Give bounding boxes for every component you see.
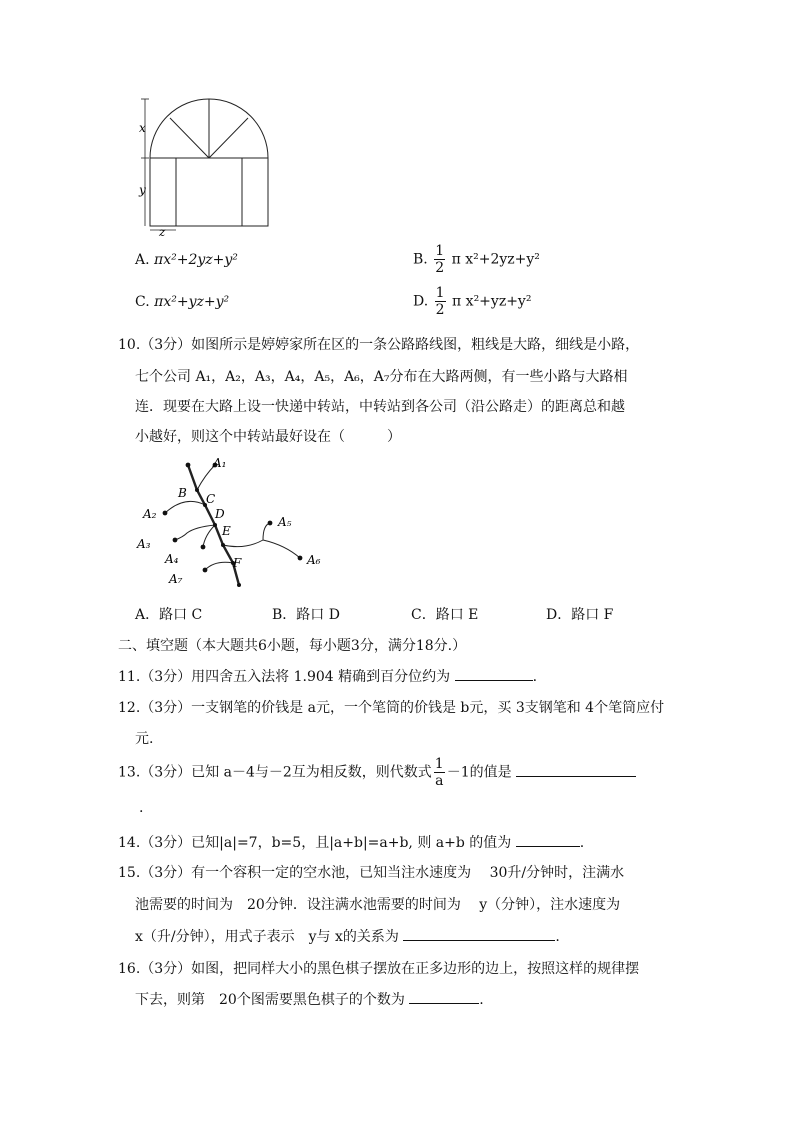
- q14: 14.（3分）已知|a|=7，b=5，且|a+b|=a+b, 则 a+b 的值为 .: [118, 835, 585, 851]
- section-heading: 二、填空题（本大题共6小题，每小题3分，满分18分.）: [118, 638, 467, 654]
- q12-line1: 12.（3分）一支钢笔的价钱是 a元，一个笔筒的价钱是 b元，买 3支钢笔和 4个笔筒应付: [118, 700, 665, 716]
- q13: 13.（3分）已知 a－4与－2互为相反数，则代数式 $\frac{1}{a}$ －1的值是: [118, 757, 636, 788]
- label-d: D: [215, 507, 225, 521]
- q11: 11.（3分）用四舍五入法将 1.904 精确到百分位约为 .: [118, 669, 538, 685]
- rectangle-part: [150, 158, 268, 226]
- label-c: C: [206, 492, 216, 506]
- label-y: y: [139, 183, 146, 197]
- label-a2: A₂: [143, 507, 157, 521]
- label-a5: A₅: [278, 515, 292, 529]
- q10-option-a: A．路口 C: [135, 607, 203, 623]
- label-a4: A₄: [165, 552, 179, 566]
- label-x: x: [139, 121, 146, 135]
- label-e: E: [222, 524, 231, 538]
- label-a7: A₇: [169, 572, 183, 586]
- label-b: B: [178, 486, 187, 500]
- q10-line1: 10.（3分）如图所示是婷婷家所在区的一条公路路线图，粗线是大路，细线是小路，: [118, 337, 640, 353]
- label-a3: A₃: [137, 537, 151, 551]
- q16-line2: 下去，则第 20个图需要黑色棋子的个数为 .: [135, 992, 484, 1008]
- q9-option-c: C. πx²+yz+y²: [135, 294, 230, 310]
- q10-line2: 七个公司 A₁，A₂，A₃，A₄，A₅，A₆，A₇分布在大路两侧，有一些小路与大路相: [135, 369, 628, 385]
- q13-line2: .: [139, 800, 144, 816]
- q13-answer-blank[interactable]: [516, 775, 636, 777]
- q15-line3: x（升/分钟），用式子表示 y与 x的关系为 .: [135, 929, 560, 945]
- label-a1: A₁: [213, 456, 227, 470]
- label-f: F: [233, 556, 242, 570]
- road-map-figure: [135, 455, 335, 593]
- q14-answer-blank[interactable]: [516, 845, 580, 847]
- q12-line2: 元.: [135, 731, 154, 747]
- label-a6: A₆: [307, 553, 321, 567]
- q9-option-a: A. πx²+2yz+y²: [135, 252, 238, 268]
- q16-line1: 16.（3分）如图，把同样大小的黑色棋子摆放在正多边形的边上，按照这样的规律摆: [118, 961, 640, 977]
- q15-answer-blank[interactable]: [403, 939, 555, 941]
- q16-answer-blank[interactable]: [409, 1002, 479, 1004]
- q10-option-b: B．路口 D: [272, 607, 340, 623]
- label-z: z: [159, 225, 166, 238]
- q9-option-d: D. $\frac{1}{2}$ π x²+yz+y²: [413, 285, 532, 318]
- q10-line3: 连．现要在大路上设一快递中转站，中转站到各公司（沿公路走）的距离总和越: [135, 399, 625, 415]
- q9-option-b: B. $\frac{1}{2}$ π x²+2yz+y²: [413, 243, 540, 276]
- window-figure: [130, 96, 280, 238]
- q15-line2: 池需要的时间为 20分钟．设注满水池需要的时间为 y（分钟），注水速度为: [135, 897, 621, 913]
- q15-line1: 15.（3分）有一个容积一定的空水池，已知当注水速度为 30升/分钟时，注满水: [118, 865, 625, 881]
- q10-line4: 小越好，则这个中转站最好设在（ ）: [135, 429, 401, 445]
- q10-option-c: C．路口 E: [411, 607, 479, 623]
- q10-option-d: D．路口 F: [546, 607, 614, 623]
- q11-answer-blank[interactable]: [455, 679, 533, 681]
